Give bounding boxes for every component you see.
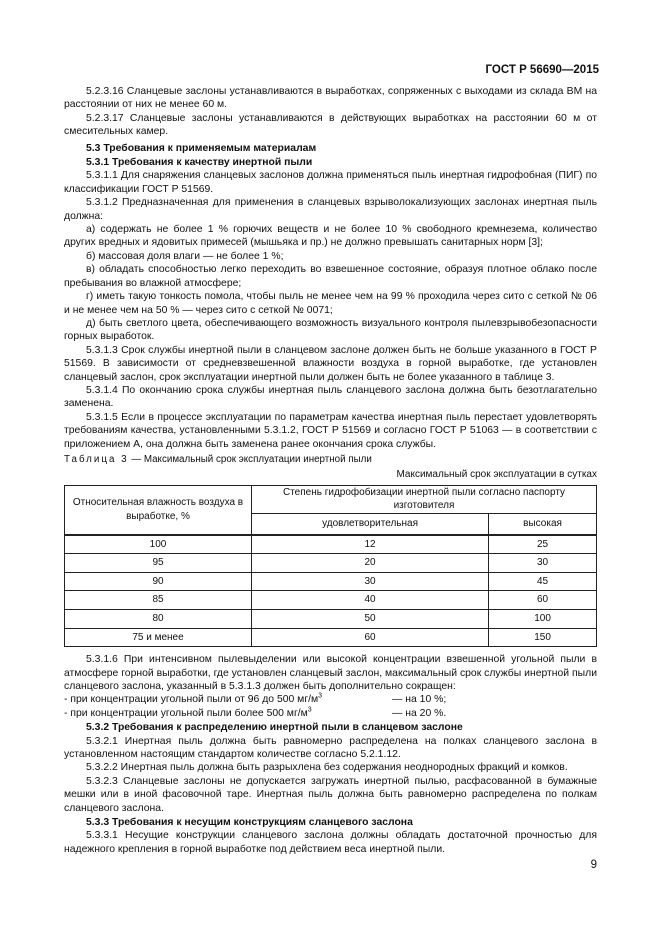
concentration-reduction: — на 10 %; bbox=[392, 694, 447, 706]
paragraph-5-3-2-2: 5.3.2.2 Инертная пыль должна быть разрыхлена без содержания неоднородных фракций и комков. bbox=[86, 762, 568, 774]
concentration-reduction: — на 20 %. bbox=[392, 707, 447, 719]
list-item-a: а) содержать не более 1 % горючих веществ и не более 10 % свободного кремнезема, количество других вредных и ядовитых примесей (мышьяка и пр.) не должно превышать санитарных норм [3]; bbox=[64, 224, 597, 249]
superscript: 3 bbox=[307, 706, 312, 714]
list-item-v: в) обладать способностью легко переходить во взвешенное состояние, образуя плотное облако после пребывания во влажной атмосфере; bbox=[64, 264, 597, 289]
table-caption bbox=[64, 453, 597, 466]
table-cell-high: 100 bbox=[489, 609, 597, 628]
section-heading-5-3-2: 5.3.2 Требования к распределению инертной пыли в сланцевом заслоне bbox=[86, 722, 463, 734]
concentration-item-2 bbox=[64, 707, 597, 720]
paragraph-5-2-3-16: 5.2.3.16 Сланцевые заслоны устанавливаются в выработках, сопряженных с выходами из склада ВМ на расстоянии от них не менее 60 м. bbox=[64, 86, 597, 111]
concentration-item-text bbox=[64, 693, 392, 706]
list-item-b: б) массовая доля влаги — не более 1 %; bbox=[86, 250, 284, 262]
paragraph-5-3-1-2: 5.3.1.2 Предназначенная для применения в сланцевых взрыволокализующих заслонах инертная пыль должна: bbox=[64, 197, 597, 222]
table-cell-humidity: 100 bbox=[65, 535, 252, 554]
document-number-header: ГОСТ Р 56690—2015 bbox=[485, 64, 599, 76]
list-item-g: г) иметь такую тонкость помола, чтобы пыль не менее чем на 99 % проходила через сито с сеткой № 06 и не менее чем на 50 % — через сито с сеткой № 0071; bbox=[64, 291, 597, 316]
table-cell-humidity: 90 bbox=[65, 572, 252, 591]
page-number: 9 bbox=[590, 859, 597, 871]
paragraph-5-3-3-1: 5.3.3.1 Несущие конструкции сланцевого заслона должны обладать достаточной прочностью для надежного крепления в горной выработке под действием веса инертной пыли. bbox=[64, 830, 597, 855]
table-cell-humidity: 95 bbox=[65, 554, 252, 573]
paragraph-5-3-2-3: 5.3.2.3 Сланцевые заслоны не допускается загружать инертной пылью, расфасованной в бумажные мешки или в иной фасовочной таре. Инертная пыль должна быть равномерно распределена по полкам сланцевого заслона. bbox=[64, 775, 597, 814]
section-heading-5-3-3: 5.3.3 Требования к несущим конструкциям сланцевого заслона bbox=[86, 817, 413, 829]
table-header-hydrophobization: Степень гидрофобизации инертной пыли согласно паспорту изготовителя bbox=[252, 485, 597, 513]
table-cell-high: 150 bbox=[489, 628, 597, 647]
table-cell-high: 60 bbox=[489, 591, 597, 610]
table-cell-satisfactory: 30 bbox=[252, 572, 489, 591]
table-cell-humidity: 85 bbox=[65, 591, 252, 610]
table-caption-label: Таблица 3 bbox=[64, 453, 129, 465]
table-header-satisfactory: удовлетворительная bbox=[252, 513, 489, 535]
table-row bbox=[65, 628, 597, 647]
paragraph-5-3-1-5: 5.3.1.5 Если в процессе эксплуатации по параметрам качества инертная пыль перестает удовлетворять требованиям качества, установленными 5.3.1.2, ГОСТ Р 51569 и согласно ГОСТ Р 51063 — в соответствии с приложением А, она должна быть заменена ранее окончания срока службы. bbox=[64, 411, 597, 450]
table-caption-text: — Максимальный срок эксплуатации инертной пыли bbox=[128, 453, 372, 465]
section-heading-5-3: 5.3 Требования к применяемым материалам bbox=[86, 142, 317, 154]
table-row bbox=[65, 554, 597, 573]
list-item-d: д) быть светлого цвета, обеспечивающего возможность визуального контроля пылевзрывобезопасности горных выработок. bbox=[64, 317, 597, 343]
paragraph-5-3-1-6: 5.3.1.6 При интенсивном пылевыделении или высокой концентрации взвешенной угольной пыли в атмосфере горной выработки, где установлен сланцевый заслон, максимальный срок службы инертной пыли сланцевого заслона, указанный в 5.3.1.3 должен быть дополнительно сокращен: bbox=[64, 654, 597, 692]
table-cell-satisfactory: 12 bbox=[252, 535, 489, 554]
table-row bbox=[65, 609, 597, 628]
superscript: 3 bbox=[318, 692, 323, 700]
table-cell-high: 45 bbox=[489, 572, 597, 591]
table-header-humidity: Относительная влажность воздуха в выработке, % bbox=[65, 485, 252, 534]
paragraph-5-3-2-1: 5.3.2.1 Инертная пыль должна быть равномерно распределена на полках сланцевого заслона в установленном настоящим стандартом количестве согласно 5.2.1.12. bbox=[64, 735, 597, 760]
table-cell-satisfactory: 50 bbox=[252, 609, 489, 628]
table-cell-high: 30 bbox=[489, 554, 597, 573]
paragraph-5-3-1-4: 5.3.1.4 По окончанию срока службы инертная пыль сланцевого заслона должна быть безотлагательно заменена. bbox=[64, 384, 597, 410]
paragraph-5-3-1-3: 5.3.1.3 Срок службы инертной пыли в сланцевом заслоне должен быть не больше указанного в ГОСТ Р 51569. В зависимости от средневзвешенной влажности воздуха в горной выработке, где установлен сланцевый заслон, срок эксплуатации инертной пыли должен быть не более указанного в таблице 3. bbox=[64, 344, 597, 383]
table-cell-humidity: 75 и менее bbox=[65, 628, 252, 647]
table-row bbox=[65, 591, 597, 610]
table-cell-high: 25 bbox=[489, 535, 597, 554]
table-cell-satisfactory: 20 bbox=[252, 554, 489, 573]
table-cell-humidity: 80 bbox=[65, 609, 252, 628]
table-cell-satisfactory: 40 bbox=[252, 591, 489, 610]
table-units-note: Максимальный срок эксплуатации в сутках bbox=[396, 469, 597, 481]
table-cell-satisfactory: 60 bbox=[252, 628, 489, 647]
concentration-label: - при концентрации угольной пыли от 96 до 500 мг/м bbox=[64, 694, 319, 706]
table-header-high: высокая bbox=[489, 513, 597, 535]
table-row bbox=[65, 535, 597, 554]
paragraph-5-3-1-1: 5.3.1.1 Для снаряжения сланцевых заслонов должна применяться пыль инертная гидрофобная (ПИГ) по классификации ГОСТ Р 51569. bbox=[64, 170, 597, 195]
concentration-label: - при концентрации угольной пыли более 500 мг/м bbox=[64, 707, 308, 719]
inert-dust-lifetime-table bbox=[64, 485, 597, 647]
paragraph-5-2-3-17: 5.2.3.17 Сланцевые заслоны устанавливаются в действующих выработках на расстоянии 60 м от смесительных камер. bbox=[64, 112, 597, 138]
table-row bbox=[65, 572, 597, 591]
concentration-item-text bbox=[64, 707, 392, 720]
section-heading-5-3-1: 5.3.1 Требования к качеству инертной пыли bbox=[86, 157, 313, 169]
document-body bbox=[64, 85, 597, 856]
concentration-item-1 bbox=[64, 693, 597, 706]
